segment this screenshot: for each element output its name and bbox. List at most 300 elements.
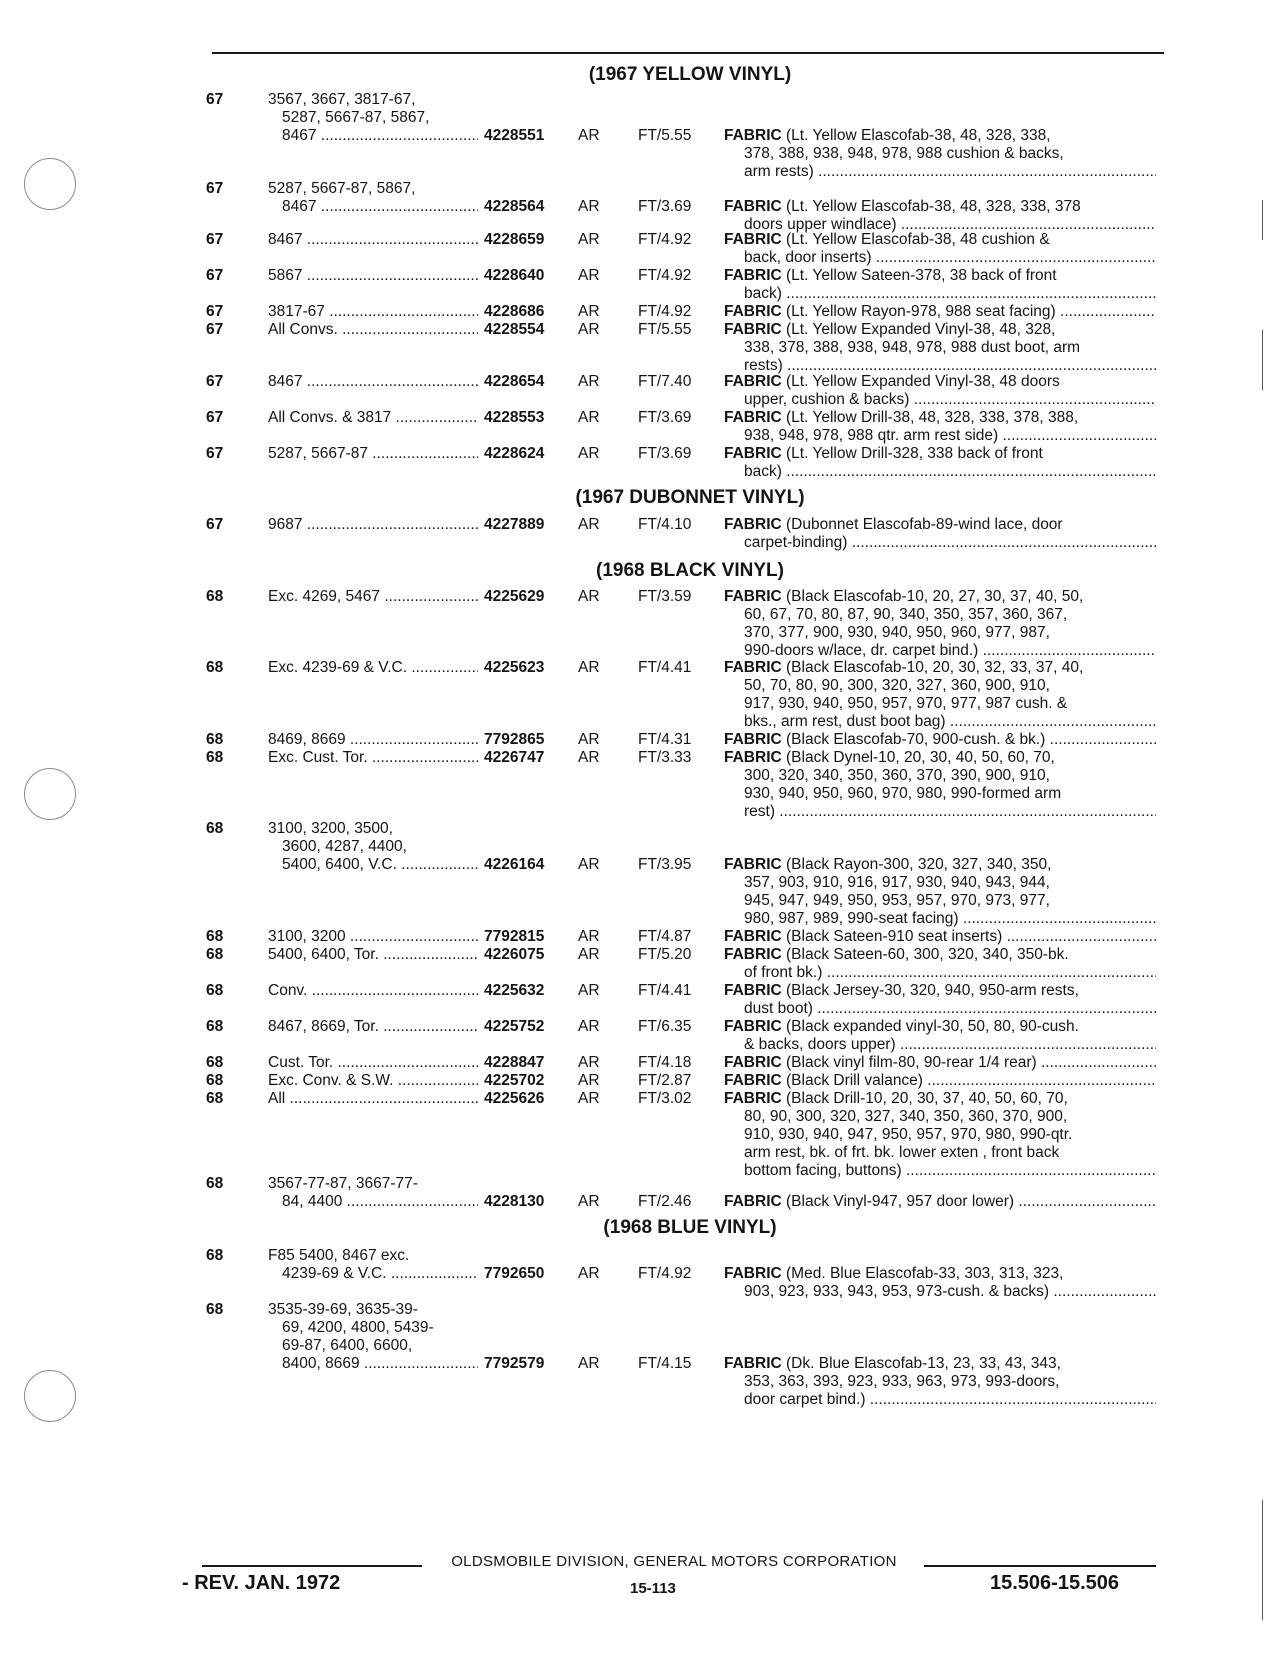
description <box>724 731 1156 749</box>
model-line: Exc. 4239-69 & V.C. ..... <box>268 659 478 677</box>
description-text: 980, 987, 989, 990-seat facing) <box>744 910 959 927</box>
description-text: rest) <box>744 803 775 820</box>
description-text: arm rest, bk. of frt. bk. lower exten , front back <box>744 1144 1060 1161</box>
model-year: 67 <box>206 303 224 320</box>
model-list <box>268 946 478 964</box>
model-list <box>268 445 478 463</box>
description-text: 945, 947, 949, 950, 953, 957, 970, 973, 977, <box>744 892 1050 909</box>
model-line: 8467 ..... <box>268 198 478 216</box>
description <box>724 303 1156 321</box>
description-text: doors upper windlace) <box>744 216 897 233</box>
quantity: AR <box>578 946 600 963</box>
section-heading: (1968 BLUE VINYL) <box>603 1217 777 1238</box>
fabric-measure: FT/3.69 <box>638 198 692 215</box>
fabric-label: FABRIC <box>724 946 782 963</box>
section-heading: (1967 YELLOW VINYL) <box>588 64 792 85</box>
model-list <box>268 659 478 677</box>
binder-hole-bottom <box>24 1370 76 1422</box>
fabric-measure: FT/5.20 <box>638 946 692 963</box>
fabric-label: FABRIC <box>724 373 782 390</box>
part-number: 4228640 <box>484 267 545 284</box>
description-line <box>724 588 1156 606</box>
description-line <box>724 516 1156 534</box>
model-line: Cust. Tor. ..... <box>268 1054 478 1072</box>
model-year: 67 <box>206 516 224 533</box>
description <box>724 1090 1156 1180</box>
model-year: 68 <box>206 659 224 676</box>
description <box>724 928 1156 946</box>
model-line: 5287, 5667-87, 5867, <box>282 109 430 126</box>
description-text: (Black Jersey-30, 320, 940, 950-arm rests, <box>786 982 1079 999</box>
description <box>724 588 1156 660</box>
fabric-measure: FT/4.41 <box>638 659 692 676</box>
fabric-label: FABRIC <box>724 409 782 426</box>
model-year: 67 <box>206 267 224 284</box>
quantity: AR <box>578 445 600 462</box>
model-list <box>268 1247 478 1283</box>
model-list <box>268 1301 478 1373</box>
description-text: back) <box>744 285 782 302</box>
fabric-measure: FT/4.15 <box>638 1355 692 1372</box>
description-text: 990-doors w/lace, dr. carpet bind.) <box>744 642 979 659</box>
model-year: 68 <box>206 731 224 748</box>
quantity: AR <box>578 516 600 533</box>
description-text: 80, 90, 300, 320, 327, 340, 350, 360, 370, 900, <box>744 1108 1068 1125</box>
description-text: rests) <box>744 357 783 374</box>
fabric-measure: FT/4.92 <box>638 231 692 248</box>
quantity: AR <box>578 749 600 766</box>
description-text: (Med. Blue Elascofab-33, 303, 313, 323, <box>786 1265 1064 1282</box>
quantity: AR <box>578 659 600 676</box>
description-text: (Lt. Yellow Drill-38, 48, 328, 338, 378, 388, <box>786 409 1079 426</box>
description-text: 357, 903, 910, 916, 917, 930, 940, 943, 944, <box>744 874 1050 891</box>
model-list <box>268 1054 478 1072</box>
description-text: (Dk. Blue Elascofab-13, 23, 33, 43, 343, <box>786 1355 1061 1372</box>
fabric-label: FABRIC <box>724 982 782 999</box>
quantity: AR <box>578 409 600 426</box>
description-text: (Black Dynel-10, 20, 30, 40, 50, 60, 70, <box>786 749 1055 766</box>
fabric-measure: FT/4.92 <box>638 303 692 320</box>
footer-company: OLDSMOBILE DIVISION, GENERAL MOTORS CORPORATION <box>451 1553 897 1570</box>
model-line: 8400, 8669 ..... <box>268 1355 478 1373</box>
part-number: 4228686 <box>484 303 545 320</box>
description-text: (Black Elascofab-70, 900-cush. & bk.) <box>786 731 1046 748</box>
model-list <box>268 982 478 1000</box>
model-list <box>268 731 478 749</box>
fabric-measure: FT/4.31 <box>638 731 692 748</box>
description <box>724 1265 1156 1301</box>
model-line: 8467 ..... <box>268 127 478 145</box>
description-line <box>724 1036 1156 1054</box>
model-line: 3817-67 ..... <box>268 303 478 321</box>
description-line <box>724 1391 1156 1409</box>
quantity: AR <box>578 588 600 605</box>
model-list <box>268 91 478 145</box>
model-year: 67 <box>206 321 224 338</box>
description-text: 917, 930, 940, 950, 957, 970, 977, 987 cush. & <box>744 695 1068 712</box>
description-line <box>724 659 1156 677</box>
section-heading: (1968 BLACK VINYL) <box>596 560 784 581</box>
model-year: 67 <box>206 231 224 248</box>
part-number: 4226747 <box>484 749 545 766</box>
fabric-measure: FT/3.33 <box>638 749 692 766</box>
model-line: 5867 ..... <box>268 267 478 285</box>
fabric-measure: FT/3.69 <box>638 409 692 426</box>
model-line: All Convs. ..... <box>268 321 478 339</box>
description-line <box>724 1373 1156 1391</box>
fabric-measure: FT/4.10 <box>638 516 692 533</box>
description-text: (Lt. Yellow Expanded Vinyl-38, 48 doors <box>786 373 1060 390</box>
fabric-label: FABRIC <box>724 588 782 605</box>
part-number: 4225702 <box>484 1072 545 1089</box>
model-year: 68 <box>206 749 224 766</box>
fabric-label: FABRIC <box>724 231 782 248</box>
quantity: AR <box>578 856 600 873</box>
description <box>724 1018 1156 1054</box>
part-number: 4225626 <box>484 1090 545 1107</box>
description <box>724 267 1156 303</box>
description-text: (Black Rayon-300, 320, 327, 340, 350, <box>786 856 1052 873</box>
model-year: 68 <box>206 928 224 945</box>
fabric-measure: FT/5.55 <box>638 321 692 338</box>
part-number: 4228554 <box>484 321 545 338</box>
description-text: 938, 948, 978, 988 qtr. arm rest side) <box>744 427 999 444</box>
description-text: (Lt. Yellow Elascofab-38, 48, 328, 338, <box>786 127 1051 144</box>
description-line <box>724 1126 1156 1144</box>
description-line <box>724 874 1156 892</box>
model-line: 8469, 8669 ..... <box>268 731 478 749</box>
description-text: back, door inserts) <box>744 249 872 266</box>
model-list <box>268 516 478 534</box>
model-year: 68 <box>206 1072 224 1089</box>
fabric-label: FABRIC <box>724 516 782 533</box>
description-text: (Lt. Yellow Expanded Vinyl-38, 48, 328, <box>786 321 1056 338</box>
fabric-label: FABRIC <box>724 1265 782 1282</box>
fabric-label: FABRIC <box>724 749 782 766</box>
fabric-label: FABRIC <box>724 856 782 873</box>
quantity: AR <box>578 1193 600 1210</box>
description-text: (Lt. Yellow Rayon-978, 988 seat facing) <box>786 303 1056 320</box>
description-text: 378, 388, 938, 948, 978, 988 cushion & backs, <box>744 145 1064 162</box>
description-line <box>724 463 1156 481</box>
model-line: 3567-77-87, 3667-77- <box>268 1175 418 1192</box>
description <box>724 516 1156 552</box>
footer-rule-left <box>202 1565 422 1567</box>
description-text: dust boot) <box>744 1000 813 1017</box>
description-text: carpet-binding) <box>744 534 848 551</box>
description <box>724 982 1156 1018</box>
description <box>724 1072 1156 1090</box>
description-text: 60, 67, 70, 80, 87, 90, 340, 350, 357, 360, 367, <box>744 606 1068 623</box>
description-text: (Black Vinyl-947, 957 door lower) <box>786 1193 1015 1210</box>
description-line <box>724 1018 1156 1036</box>
model-line: 69-87, 6400, 6600, <box>282 1337 413 1354</box>
fabric-label: FABRIC <box>724 1193 782 1210</box>
model-line: 4239-69 & V.C. ..... <box>268 1265 478 1283</box>
description-line <box>724 1072 1156 1090</box>
model-line: 5287, 5667-87 ..... <box>268 445 478 463</box>
description-line <box>724 1162 1156 1180</box>
fabric-measure: FT/3.95 <box>638 856 692 873</box>
model-line: 69, 4200, 4800, 5439- <box>282 1319 434 1336</box>
fabric-measure: FT/4.41 <box>638 982 692 999</box>
description-line <box>724 982 1156 1000</box>
model-year: 68 <box>206 982 224 999</box>
description <box>724 445 1156 481</box>
model-line: 8467 ..... <box>268 231 478 249</box>
description <box>724 1054 1156 1072</box>
part-number: 4228659 <box>484 231 545 248</box>
description-line <box>724 534 1156 552</box>
part-number: 4228624 <box>484 445 545 462</box>
model-list <box>268 180 478 216</box>
description-line <box>724 964 1156 982</box>
model-line: Exc. Cust. Tor. ..... <box>268 749 478 767</box>
model-line: All Convs. & 3817 ..... <box>268 409 478 427</box>
description-line <box>724 713 1156 731</box>
description-text: (Black Elascofab-10, 20, 30, 32, 33, 37, 40, <box>786 659 1084 676</box>
model-year: 68 <box>206 946 224 963</box>
part-number: 4225752 <box>484 1018 545 1035</box>
description-line <box>724 892 1156 910</box>
description-line <box>724 1090 1156 1108</box>
edge-mark <box>1262 330 1263 390</box>
description-line <box>724 1283 1156 1301</box>
model-year: 68 <box>206 588 224 605</box>
description-text: 910, 930, 940, 947, 950, 957, 970, 980, 990-qtr. <box>744 1126 1073 1143</box>
model-year: 68 <box>206 1247 224 1264</box>
description-text: (Black Drill valance) <box>786 1072 923 1089</box>
model-line: 8467 ..... <box>268 373 478 391</box>
description-line <box>724 409 1156 427</box>
description-text: door carpet bind.) <box>744 1391 866 1408</box>
fabric-measure: FT/6.35 <box>638 1018 692 1035</box>
quantity: AR <box>578 198 600 215</box>
part-number: 7792579 <box>484 1355 545 1372</box>
description-text: 353, 363, 393, 923, 933, 963, 973, 993-doors, <box>744 1373 1060 1390</box>
description-text: (Lt. Yellow Elascofab-38, 48 cushion & <box>786 231 1050 248</box>
quantity: AR <box>578 373 600 390</box>
fabric-label: FABRIC <box>724 267 782 284</box>
description-line <box>724 803 1156 821</box>
description-line <box>724 731 1156 749</box>
description <box>724 198 1156 234</box>
model-list <box>268 409 478 427</box>
model-line: 5287, 5667-87, 5867, <box>268 180 416 197</box>
description-text: (Black Sateen-910 seat inserts) <box>786 928 1003 945</box>
model-list <box>268 749 478 767</box>
description-line <box>724 856 1156 874</box>
fabric-label: FABRIC <box>724 1090 782 1107</box>
fabric-measure: FT/4.92 <box>638 267 692 284</box>
description-line <box>724 231 1156 249</box>
fabric-measure: FT/2.87 <box>638 1072 692 1089</box>
fabric-label: FABRIC <box>724 198 782 215</box>
description-text: (Dubonnet Elascofab-89-wind lace, door <box>786 516 1063 533</box>
footer-revision: - REV. JAN. 1972 <box>182 1572 341 1594</box>
description-line <box>724 339 1156 357</box>
model-year: 67 <box>206 409 224 426</box>
model-line: 3535-39-69, 3635-39- <box>268 1301 418 1318</box>
model-list <box>268 1072 478 1090</box>
quantity: AR <box>578 1054 600 1071</box>
fabric-label: FABRIC <box>724 127 782 144</box>
model-list <box>268 373 478 391</box>
model-year: 68 <box>206 1175 224 1192</box>
description-line <box>724 145 1156 163</box>
quantity: AR <box>578 1265 600 1282</box>
quantity: AR <box>578 1355 600 1372</box>
model-line: 3600, 4287, 4400, <box>282 838 407 855</box>
description-text: 930, 940, 950, 960, 970, 980, 990-formed arm <box>744 785 1062 802</box>
part-number: 4225629 <box>484 588 545 605</box>
description-line <box>724 163 1156 181</box>
description-line <box>724 303 1156 321</box>
description-line <box>724 1355 1156 1373</box>
quantity: AR <box>578 127 600 144</box>
description-line <box>724 946 1156 964</box>
description-text: upper, cushion & backs) <box>744 391 910 408</box>
description-line <box>724 198 1156 216</box>
fabric-measure: FT/3.02 <box>638 1090 692 1107</box>
description <box>724 1193 1156 1211</box>
description <box>724 231 1156 267</box>
description-line <box>724 677 1156 695</box>
fabric-label: FABRIC <box>724 321 782 338</box>
footer-page-number: 15-113 <box>630 1580 676 1597</box>
section-heading: (1967 DUBONNET VINYL) <box>575 487 805 508</box>
fabric-measure: FT/3.69 <box>638 445 692 462</box>
description <box>724 409 1156 445</box>
footer-group-number: 15.506-15.506 <box>990 1572 1120 1594</box>
description-line <box>724 249 1156 267</box>
description-text: (Lt. Yellow Elascofab-38, 48, 328, 338, 378 <box>786 198 1081 215</box>
footer-rule-right <box>924 1565 1156 1567</box>
model-list <box>268 267 478 285</box>
quantity: AR <box>578 321 600 338</box>
description-text: 370, 377, 900, 930, 940, 950, 960, 977, 987, <box>744 624 1050 641</box>
model-line: 3100, 3200, 3500, <box>268 820 393 837</box>
model-line: Conv. ..... <box>268 982 478 1000</box>
top-rule <box>212 52 1164 54</box>
model-line: 5400, 6400, Tor. ..... <box>268 946 478 964</box>
description <box>724 749 1156 821</box>
model-line: 8467, 8669, Tor. ..... <box>268 1018 478 1036</box>
quantity: AR <box>578 1072 600 1089</box>
description-text: bottom facing, buttons) <box>744 1162 902 1179</box>
description <box>724 1355 1156 1409</box>
description <box>724 127 1156 181</box>
description-line <box>724 1193 1156 1211</box>
model-year: 67 <box>206 373 224 390</box>
part-number: 7792865 <box>484 731 545 748</box>
binder-hole-top <box>24 158 76 210</box>
description-text: & backs, doors upper) <box>744 1036 896 1053</box>
description-text: bks., arm rest, dust boot bag) <box>744 713 946 730</box>
fabric-label: FABRIC <box>724 1355 782 1372</box>
model-list <box>268 928 478 946</box>
description-line <box>724 785 1156 803</box>
description-line <box>724 427 1156 445</box>
description-text: 903, 923, 933, 943, 953, 973-cush. & backs) <box>744 1283 1050 1300</box>
model-list <box>268 588 478 606</box>
part-number: 4228130 <box>484 1193 545 1210</box>
fabric-label: FABRIC <box>724 1018 782 1035</box>
description-line <box>724 1265 1156 1283</box>
model-line: 3567, 3667, 3817-67, <box>268 91 416 108</box>
part-number: 4226164 <box>484 856 545 873</box>
part-number: 7792650 <box>484 1265 545 1282</box>
model-year: 68 <box>206 1090 224 1107</box>
fabric-measure: FT/2.46 <box>638 1193 692 1210</box>
fabric-label: FABRIC <box>724 303 782 320</box>
fabric-measure: FT/5.55 <box>638 127 692 144</box>
fabric-measure: FT/4.92 <box>638 1265 692 1282</box>
description-line <box>724 1108 1156 1126</box>
model-line: All ..... <box>268 1090 478 1108</box>
edge-mark <box>1262 200 1263 240</box>
description-line <box>724 1054 1156 1072</box>
description <box>724 321 1156 375</box>
description-text: 338, 378, 388, 938, 948, 978, 988 dust boot, arm <box>744 339 1081 356</box>
description <box>724 946 1156 982</box>
description-line <box>724 642 1156 660</box>
quantity: AR <box>578 1018 600 1035</box>
description-text: arm rests) <box>744 163 814 180</box>
quantity: AR <box>578 982 600 999</box>
part-number: 4228654 <box>484 373 545 390</box>
description-line <box>724 373 1156 391</box>
model-line: F85 5400, 8467 exc. <box>268 1247 410 1264</box>
part-number: 7792815 <box>484 928 545 945</box>
fabric-measure: FT/3.59 <box>638 588 692 605</box>
model-line: 84, 4400 ..... <box>268 1193 478 1211</box>
part-number: 4227889 <box>484 516 545 533</box>
description-line <box>724 267 1156 285</box>
description-line <box>724 1144 1156 1162</box>
quantity: AR <box>578 231 600 248</box>
description-text: of front bk.) <box>744 964 823 981</box>
edge-mark <box>1262 1500 1263 1620</box>
description-line <box>724 321 1156 339</box>
description-line <box>724 695 1156 713</box>
description-line <box>724 767 1156 785</box>
quantity: AR <box>578 303 600 320</box>
model-year: 67 <box>206 445 224 462</box>
description-text: 50, 70, 80, 90, 300, 320, 327, 360, 900, 910, <box>744 677 1050 694</box>
model-list <box>268 1090 478 1108</box>
model-line: 9687 ..... <box>268 516 478 534</box>
description-text: 300, 320, 340, 350, 360, 370, 390, 900, 910, <box>744 767 1050 784</box>
part-number: 4225632 <box>484 982 545 999</box>
part-number: 4228551 <box>484 127 545 144</box>
part-number: 4225623 <box>484 659 545 676</box>
part-number: 4228553 <box>484 409 545 426</box>
description <box>724 373 1156 409</box>
model-list <box>268 820 478 874</box>
fabric-measure: FT/7.40 <box>638 373 692 390</box>
quantity: AR <box>578 731 600 748</box>
description-text: back) <box>744 463 782 480</box>
description-text: (Black Sateen-60, 300, 320, 340, 350-bk. <box>786 946 1069 963</box>
model-list <box>268 1175 478 1211</box>
description-line <box>724 910 1156 928</box>
description-text: (Lt. Yellow Drill-328, 338 back of front <box>786 445 1043 462</box>
part-number: 4228564 <box>484 198 545 215</box>
description-line <box>724 749 1156 767</box>
model-line: 5400, 6400, V.C. ..... <box>268 856 478 874</box>
model-year: 67 <box>206 91 224 108</box>
